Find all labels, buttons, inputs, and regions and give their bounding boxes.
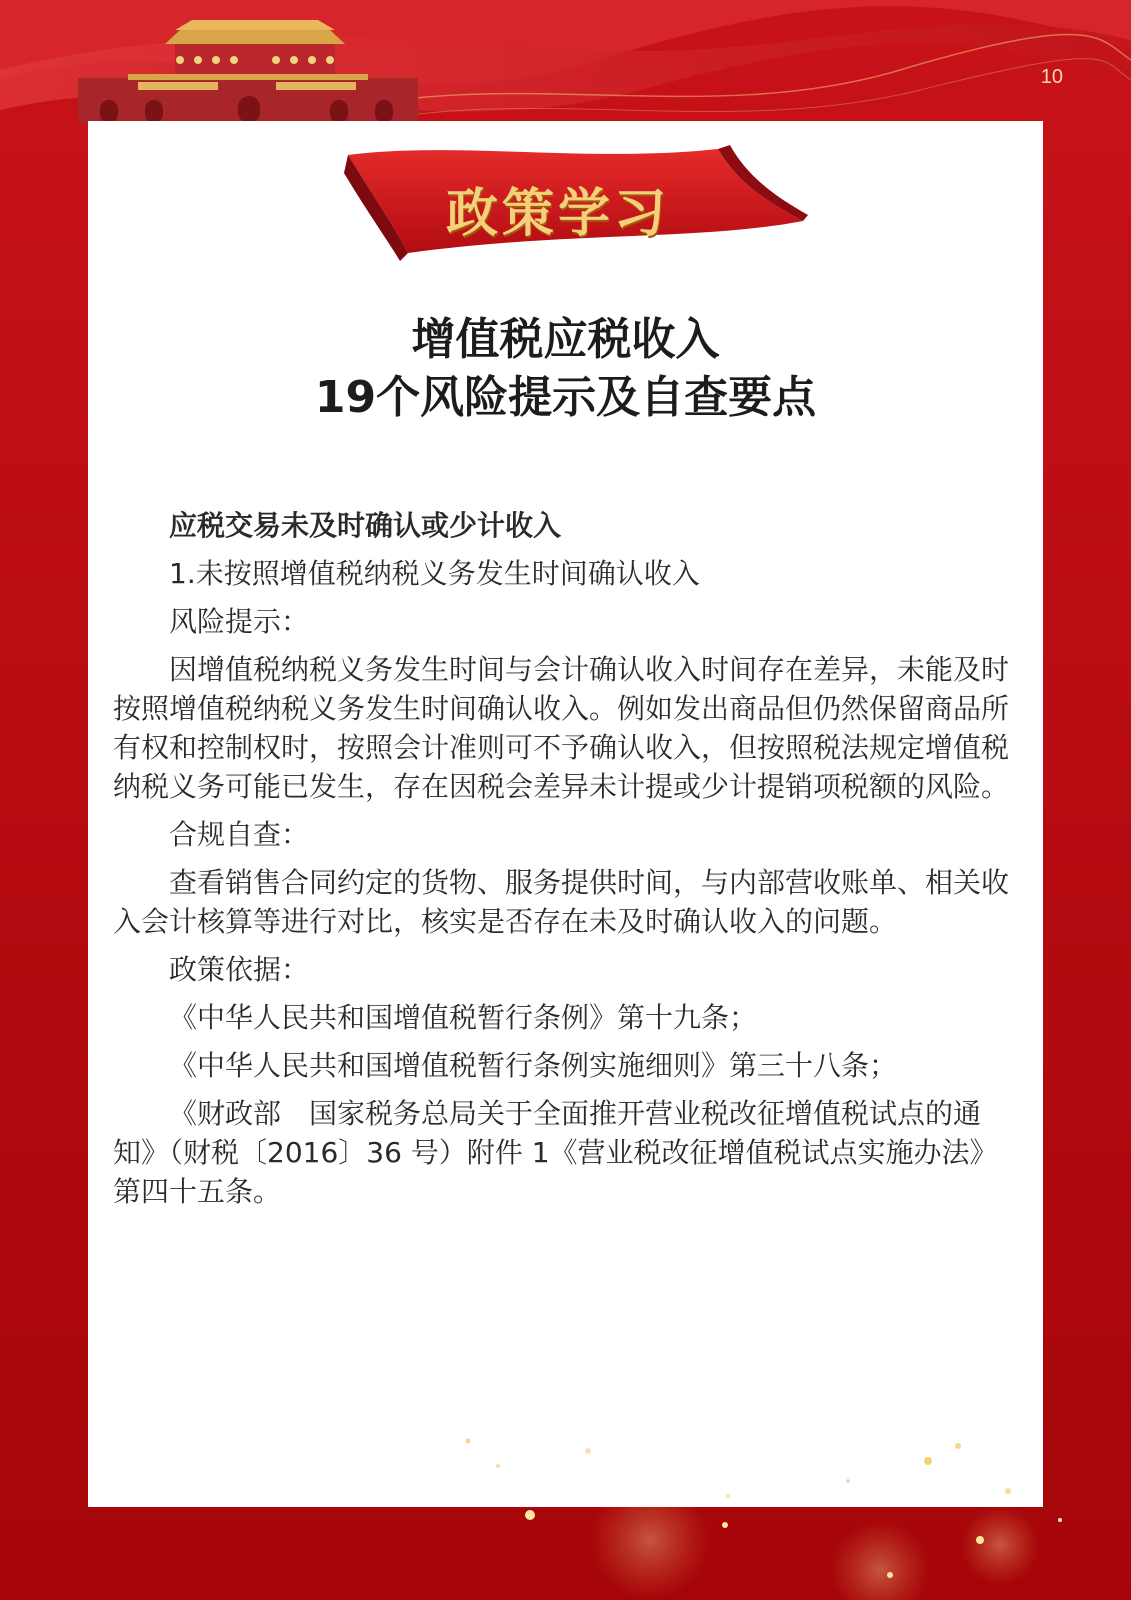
gold-sparkles-decoration <box>88 1421 1043 1507</box>
basis-label: 政策依据： <box>169 953 310 986</box>
page-title <box>88 311 1043 427</box>
risk-label: 风险提示： <box>169 605 310 638</box>
title-line-1: 增值税应税收入 <box>411 314 720 365</box>
risk-text: 因增值税纳税义务发生时间与会计确认收入时间存在差异，未能及时按照增值税纳税义务发生时间确认收入。例如发出商品但仍然保留商品所有权和控制权时，按照会计准则可不予确认收入，但按照税法规定增值税纳税义务可能已发生，存在因税会差异未计提或少计提销项税额的风险。 <box>113 653 1010 803</box>
basis-item: 《中华人民共和国增值税暂行条例》第十九条； <box>169 1001 758 1034</box>
page-number: 10 <box>1040 66 1063 88</box>
check-label: 合规自查： <box>169 818 310 851</box>
item-title: 1.未按照增值税纳税义务发生时间确认收入 <box>169 557 700 590</box>
section-heading: 应税交易未及时确认或少计收入 <box>169 509 562 542</box>
basis-item: 《财政部 国家税务总局关于全面推开营业税改征增值税试点的通知》（财税〔2016〕36 号）附件 1《营业税改征增值税试点实施办法》第四十五条。 <box>113 1097 998 1208</box>
article-body <box>113 506 1018 1220</box>
check-text: 查看销售合同约定的货物、服务提供时间，与内部营收账单、相关收入会计核算等进行对比，核实是否存在未及时确认收入的问题。 <box>113 866 1010 938</box>
title-line-2: 19个风险提示及自查要点 <box>314 372 817 423</box>
basis-item: 《中华人民共和国增值税暂行条例实施细则》第三十八条； <box>169 1049 898 1082</box>
document-page <box>88 121 1043 1507</box>
banner-label: 政策学习 <box>445 184 670 244</box>
